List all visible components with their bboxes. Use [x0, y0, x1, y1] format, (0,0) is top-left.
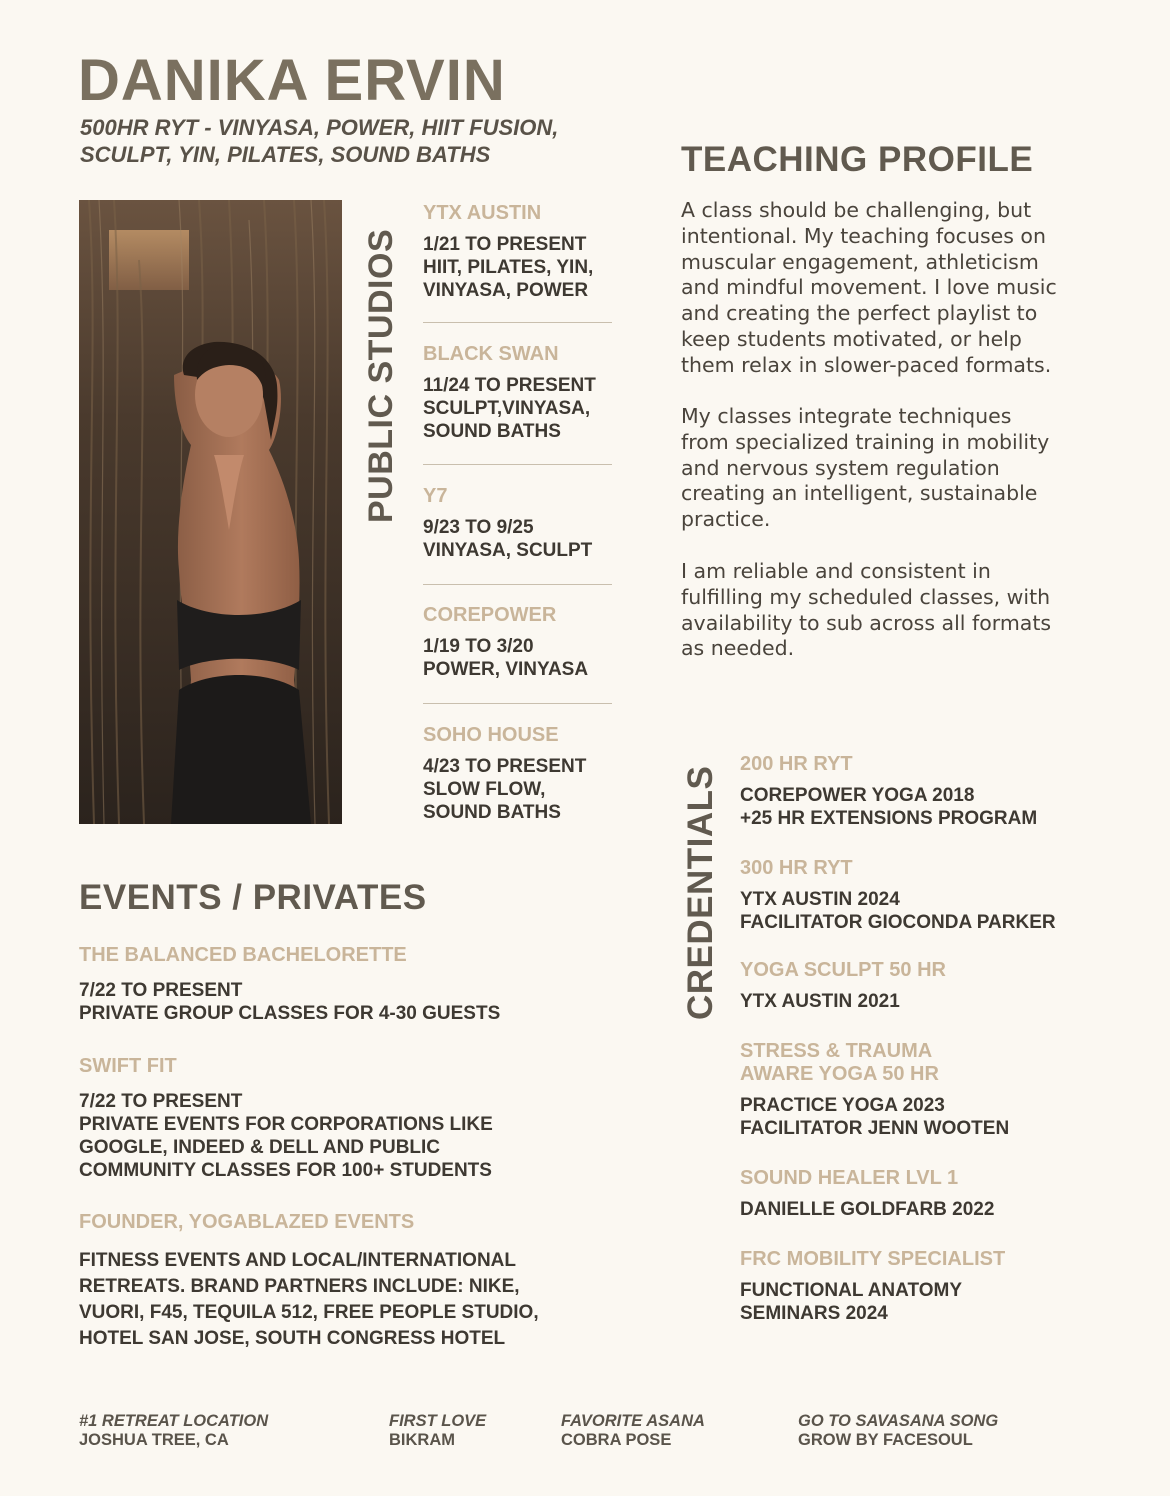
paragraph-line: and creating the perfect playlist to: [681, 301, 1038, 326]
resume-name: DANIKA ERVIN: [78, 48, 506, 113]
footer-value: BIKRAM: [389, 1431, 455, 1449]
event-detail: RETREATS. BRAND PARTNERS INCLUDE: NIKE,: [79, 1276, 520, 1297]
event-name: THE BALANCED BACHELORETTE: [79, 944, 407, 966]
credential-name: STRESS & TRAUMA: [740, 1040, 933, 1062]
credential-entry: [740, 959, 1140, 1013]
paragraph-line: from specialized training in mobility: [681, 429, 1050, 454]
studio-detail: SLOW FLOW,: [423, 779, 546, 800]
studio-entry: [423, 484, 618, 562]
footer-label: GO TO SAVASANA SONG: [798, 1412, 999, 1430]
credential-entry: [740, 1040, 1140, 1140]
footer-value: GROW BY FACESOUL: [798, 1431, 973, 1449]
studio-name: SOHO HOUSE: [423, 724, 559, 746]
paragraph-line: them relax in slower-paced formats.: [681, 352, 1052, 377]
subtitle-line: 500HR RYT - VINYASA, POWER, HIIT FUSION,: [80, 115, 559, 140]
event-detail: 7/22 TO PRESENT: [79, 1091, 243, 1112]
event-name: FOUNDER, YOGABLAZED EVENTS: [79, 1211, 415, 1233]
studio-entry: [423, 201, 618, 302]
studio-detail: 4/23 TO PRESENT: [423, 756, 587, 777]
profile-photo-image: [79, 200, 342, 824]
footer-value: JOSHUA TREE, CA: [79, 1431, 229, 1449]
teaching-paragraph: [681, 404, 1101, 533]
studio-detail: 9/23 TO 9/25: [423, 517, 534, 538]
credential-detail: FACILITATOR JENN WOOTEN: [740, 1118, 1010, 1139]
event-detail: 7/22 TO PRESENT: [79, 980, 243, 1001]
credential-entry: [740, 753, 1140, 830]
paragraph-line: I am reliable and consistent in: [681, 559, 991, 583]
studio-detail: 1/21 TO PRESENT: [423, 234, 587, 255]
footer-fact: [79, 1412, 268, 1450]
paragraph-line: intentional. My teaching focuses on: [681, 223, 1046, 248]
event-detail: COMMUNITY CLASSES FOR 100+ STUDENTS: [79, 1160, 492, 1181]
footer-fact: [798, 1412, 998, 1450]
paragraph-line: and nervous system regulation: [681, 455, 1000, 480]
divider: [423, 322, 612, 323]
public-studios-title: PUBLIC STUDIOS: [362, 228, 400, 523]
event-entry: [79, 1210, 679, 1352]
subtitle-line: SCULPT, YIN, PILATES, SOUND BATHS: [80, 142, 491, 167]
paragraph-line: My classes integrate techniques: [681, 404, 1012, 428]
credential-name: SOUND HEALER LVL 1: [740, 1167, 959, 1189]
credential-detail: PRACTICE YOGA 2023: [740, 1095, 945, 1116]
paragraph-line: practice.: [681, 507, 771, 532]
credential-detail: +25 HR EXTENSIONS PROGRAM: [740, 808, 1038, 829]
credential-detail: YTX AUSTIN 2024: [740, 889, 900, 910]
studio-detail: HIIT, PILATES, YIN,: [423, 257, 594, 278]
credential-entry: [740, 1167, 1140, 1221]
studio-entry: [423, 723, 618, 824]
studio-detail: SOUND BATHS: [423, 421, 561, 442]
studio-name: Y7: [423, 485, 448, 507]
paragraph-line: A class should be challenging, but: [681, 198, 1032, 222]
credential-name: 300 HR RYT: [740, 857, 853, 879]
event-detail: PRIVATE EVENTS FOR CORPORATIONS LIKE: [79, 1114, 493, 1135]
footer-fact: [561, 1412, 705, 1450]
event-entry: [79, 943, 679, 1025]
credential-entry: [740, 1248, 1140, 1325]
profile-photo: [79, 200, 342, 824]
teaching-profile-title: TEACHING PROFILE: [681, 140, 1034, 179]
studio-name: COREPOWER: [423, 604, 557, 626]
event-name: SWIFT FIT: [79, 1055, 177, 1077]
paragraph-line: creating an intelligent, sustainable: [681, 481, 1038, 506]
credential-detail: SEMINARS 2024: [740, 1303, 888, 1324]
studio-name: YTX AUSTIN: [423, 202, 542, 224]
paragraph-line: muscular engagement, athleticism: [681, 249, 1039, 274]
credential-name: YOGA SCULPT 50 HR: [740, 959, 946, 981]
credential-detail: YTX AUSTIN 2021: [740, 991, 900, 1012]
paragraph-line: keep students motivated, or help: [681, 326, 1022, 351]
credential-detail: COREPOWER YOGA 2018: [740, 785, 975, 806]
paragraph-line: and mindful movement. I love music: [681, 275, 1057, 300]
footer-label: #1 RETREAT LOCATION: [79, 1412, 269, 1430]
studio-detail: 11/24 TO PRESENT: [423, 375, 596, 396]
paragraph-line: as needed.: [681, 636, 795, 661]
event-detail: PRIVATE GROUP CLASSES FOR 4-30 GUESTS: [79, 1003, 501, 1024]
footer-fact: [389, 1412, 486, 1450]
teaching-paragraph: [681, 198, 1101, 379]
events-title: EVENTS / PRIVATES: [79, 878, 427, 917]
studio-name: BLACK SWAN: [423, 343, 559, 365]
footer-label: FAVORITE ASANA: [561, 1412, 705, 1430]
studio-detail: VINYASA, POWER: [423, 280, 589, 301]
paragraph-line: fulfilling my scheduled classes, with: [681, 584, 1051, 609]
event-entry: [79, 1054, 679, 1182]
studio-entry: [423, 342, 618, 443]
studio-detail: VINYASA, SCULPT: [423, 540, 593, 561]
event-detail: GOOGLE, INDEED & DELL AND PUBLIC: [79, 1137, 441, 1158]
credential-detail: DANIELLE GOLDFARB 2022: [740, 1199, 995, 1220]
studio-detail: 1/19 TO 3/20: [423, 636, 534, 657]
event-detail: FITNESS EVENTS AND LOCAL/INTERNATIONAL: [79, 1250, 516, 1271]
credential-detail: FACILITATOR GIOCONDA PARKER: [740, 912, 1056, 933]
event-detail: HOTEL SAN JOSE, SOUTH CONGRESS HOTEL: [79, 1328, 506, 1349]
paragraph-line: availability to sub across all formats: [681, 610, 1052, 635]
resume-subtitle: [80, 114, 660, 168]
credential-name: 200 HR RYT: [740, 753, 853, 775]
studio-detail: SOUND BATHS: [423, 802, 561, 823]
studio-entry: [423, 603, 618, 681]
footer-label: FIRST LOVE: [389, 1412, 487, 1430]
teaching-paragraph: [681, 559, 1101, 662]
studio-detail: POWER, VINYASA: [423, 659, 589, 680]
credentials-title: CREDENTIALS: [681, 765, 720, 1020]
studio-detail: SCULPT,VINYASA,: [423, 398, 591, 419]
footer-value: COBRA POSE: [561, 1431, 672, 1449]
divider: [423, 464, 612, 465]
credential-name: FRC MOBILITY SPECIALIST: [740, 1248, 1006, 1270]
divider: [423, 584, 612, 585]
credential-detail: FUNCTIONAL ANATOMY: [740, 1280, 963, 1301]
credential-name: AWARE YOGA 50 HR: [740, 1063, 939, 1085]
divider: [423, 703, 612, 704]
credential-entry: [740, 857, 1140, 934]
event-detail: VUORI, F45, TEQUILA 512, FREE PEOPLE STUDIO,: [79, 1302, 539, 1323]
